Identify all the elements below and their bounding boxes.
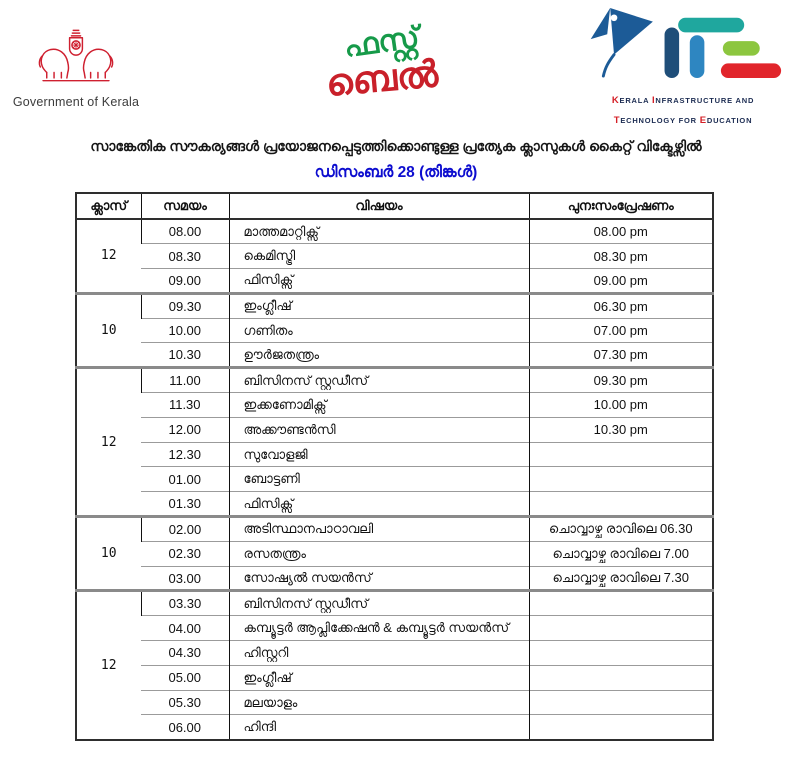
- table-row: [76, 219, 713, 244]
- time-cell: 09.30: [141, 293, 229, 318]
- table-row: [76, 318, 713, 343]
- rebroadcast-cell: ചൊവ്വാഴ്ച രാവിലെ 7.00: [529, 541, 713, 566]
- subject-cell: ഇംഗ്ലീഷ്: [229, 293, 529, 318]
- time-cell: 04.30: [141, 641, 229, 666]
- table-row: [76, 442, 713, 467]
- table-row: [76, 641, 713, 666]
- subject-cell: ഫിസിക്സ്: [229, 492, 529, 517]
- time-cell: 11.00: [141, 368, 229, 393]
- rebroadcast-cell: [529, 690, 713, 715]
- rebroadcast-cell: [529, 715, 713, 740]
- rebroadcast-cell: 10.30 pm: [529, 417, 713, 442]
- subject-cell: ബിസിനസ് സ്റ്റഡീസ്: [229, 591, 529, 616]
- table-row: [76, 343, 713, 368]
- kite-logo-icon: [581, 69, 785, 86]
- subject-cell: സോഷ്യൽ സയൻസ്: [229, 566, 529, 591]
- subject-cell: രസതന്ത്രം: [229, 541, 529, 566]
- kite-logo: [578, 6, 788, 129]
- time-cell: 03.00: [141, 566, 229, 591]
- rebroadcast-cell: [529, 467, 713, 492]
- table-row: [76, 393, 713, 418]
- page-title: സാങ്കേതിക സൗകര്യങ്ങൾ പ്രയോജനപ്പെടുത്തിക്കൊണ്ടുള്ള പ്രത്യേക ക്ലാസുകൾ കൈറ്റ് വിക്ടേഴ്സിൽ: [90, 138, 702, 154]
- time-cell: 01.30: [141, 492, 229, 517]
- government-of-kerala-label: Government of Kerala: [12, 95, 140, 109]
- subject-cell: അടിസ്ഥാനപാഠാവലി: [229, 517, 529, 542]
- time-cell: 02.00: [141, 517, 229, 542]
- class-cell: 12: [76, 591, 141, 740]
- firstbell-logo: [312, 20, 452, 104]
- time-cell: 05.00: [141, 665, 229, 690]
- firstbell-logo-line2: ബെൽ: [324, 53, 440, 104]
- time-cell: 08.30: [141, 244, 229, 269]
- time-cell: 05.30: [141, 690, 229, 715]
- rebroadcast-cell: 06.30 pm: [529, 293, 713, 318]
- table-row: [76, 665, 713, 690]
- time-cell: 10.00: [141, 318, 229, 343]
- rebroadcast-cell: [529, 591, 713, 616]
- rebroadcast-cell: [529, 665, 713, 690]
- table-row: [76, 417, 713, 442]
- subject-cell: കെമിസ്ട്രി: [229, 244, 529, 269]
- column-header-class: ക്ലാസ്: [76, 193, 141, 219]
- subject-cell: ബോട്ടണി: [229, 467, 529, 492]
- class-cell: 10: [76, 517, 141, 591]
- table-row: [76, 591, 713, 616]
- time-cell: 12.30: [141, 442, 229, 467]
- table-row: [76, 715, 713, 740]
- table-row: [76, 690, 713, 715]
- rebroadcast-cell: 09.00 pm: [529, 269, 713, 294]
- subject-cell: ഗണിതം: [229, 318, 529, 343]
- subject-cell: കമ്പ്യൂട്ടർ ആപ്ലിക്കേഷൻ & കമ്പ്യൂട്ടർ സയൻസ്: [229, 616, 529, 641]
- table-row: [76, 244, 713, 269]
- column-header-time: സമയം: [141, 193, 229, 219]
- subject-cell: അക്കൗണ്ടൻസി: [229, 417, 529, 442]
- subject-cell: ഇക്കണോമിക്സ്: [229, 393, 529, 418]
- time-cell: 04.00: [141, 616, 229, 641]
- rebroadcast-cell: ചൊവ്വാഴ്ച രാവിലെ 7.30: [529, 566, 713, 591]
- table-row: [76, 368, 713, 393]
- timetable-body: [76, 219, 713, 740]
- time-cell: 09.00: [141, 269, 229, 294]
- table-row: [76, 566, 713, 591]
- subject-cell: മലയാളം: [229, 690, 529, 715]
- subject-cell: മാത്തമാറ്റിക്സ്: [229, 219, 529, 244]
- rebroadcast-cell: 09.30 pm: [529, 368, 713, 393]
- time-cell: 11.30: [141, 393, 229, 418]
- rebroadcast-cell: [529, 442, 713, 467]
- subject-cell: ഹിസ്റ്ററി: [229, 641, 529, 666]
- table-row: [76, 467, 713, 492]
- rebroadcast-cell: [529, 641, 713, 666]
- table-row: [76, 269, 713, 294]
- class-cell: 12: [100, 248, 117, 264]
- time-cell: 03.30: [141, 591, 229, 616]
- rebroadcast-cell: 07.00 pm: [529, 318, 713, 343]
- rebroadcast-cell: ചൊവ്വാഴ്ച രാവിലെ 06.30: [529, 517, 713, 542]
- rebroadcast-cell: 10.00 pm: [529, 393, 713, 418]
- table-row: [76, 541, 713, 566]
- column-header-subject: വിഷയം: [229, 193, 529, 219]
- firstbell-logo-line1: ഫസ്റ്റ്: [342, 20, 422, 65]
- time-cell: 10.30: [141, 343, 229, 368]
- table-row: [76, 616, 713, 641]
- kite-logo-text-line2: TECHNOLOGY FOR EDUCATION: [613, 115, 753, 126]
- timetable: [75, 192, 714, 741]
- kerala-emblem-icon: [26, 75, 126, 92]
- table-row: [76, 492, 713, 517]
- rebroadcast-cell: 08.00 pm: [529, 219, 713, 244]
- time-cell: 12.00: [141, 417, 229, 442]
- column-header-rebroadcast: പുനഃസംപ്രേഷണം: [529, 193, 713, 219]
- time-cell: 01.00: [141, 467, 229, 492]
- rebroadcast-cell: 07.30 pm: [529, 343, 713, 368]
- class-cell: 12: [76, 368, 141, 517]
- table-row: [76, 293, 713, 318]
- subject-cell: ഫിസിക്സ്: [229, 269, 529, 294]
- subject-cell: സുവോളജി: [229, 442, 529, 467]
- rebroadcast-cell: [529, 492, 713, 517]
- subject-cell: ബിസിനസ് സ്റ്റഡീസ്: [229, 368, 529, 393]
- class-cell: 10: [76, 293, 141, 367]
- kite-logo-text-line1: KERALA INFRASTRUCTURE AND: [611, 95, 755, 106]
- time-cell: 08.00: [141, 219, 229, 244]
- rebroadcast-cell: 08.30 pm: [529, 244, 713, 269]
- rebroadcast-cell: [529, 616, 713, 641]
- header-row: [76, 193, 713, 219]
- time-cell: 06.00: [141, 715, 229, 740]
- table-row: [76, 517, 713, 542]
- subject-cell: ഹിന്ദി: [229, 715, 529, 740]
- subject-cell: ഊർജതന്ത്രം: [229, 343, 529, 368]
- government-of-kerala-block: [8, 24, 144, 109]
- subject-cell: ഇംഗ്ലീഷ്: [229, 665, 529, 690]
- time-cell: 02.30: [141, 541, 229, 566]
- timetable-wrapper: [75, 192, 714, 741]
- date-heading: ഡിസംബർ 28 (തിങ്കൾ): [314, 164, 478, 181]
- kite-logo-text: [578, 89, 788, 129]
